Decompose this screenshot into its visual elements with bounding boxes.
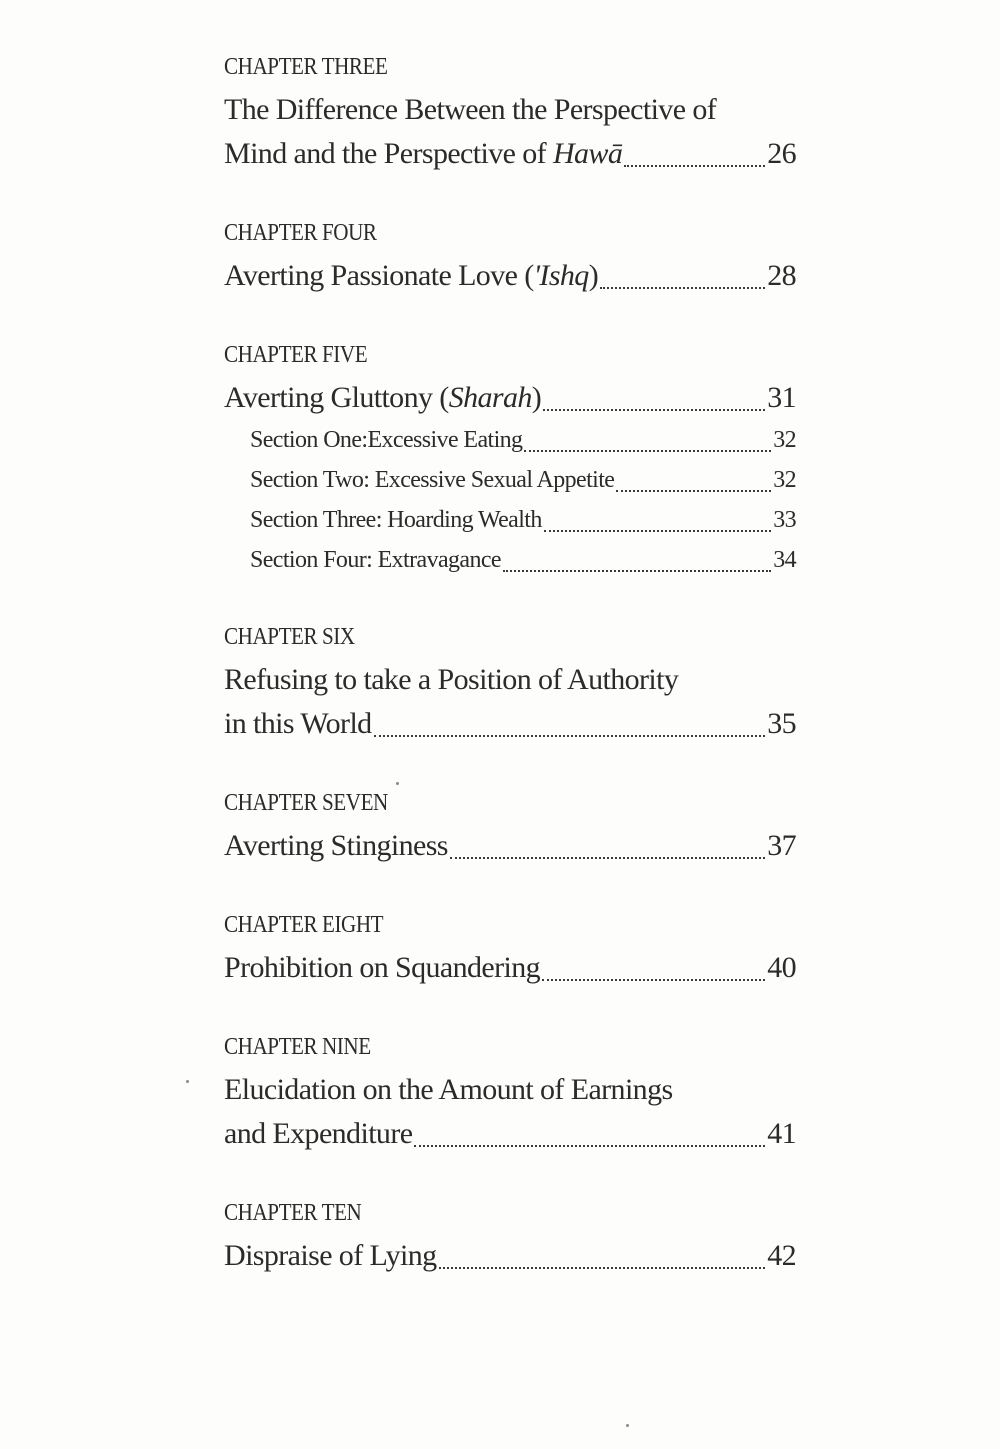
- toc-entry[interactable]: [224, 702, 796, 746]
- chapter-label: CHAPTER THREE: [224, 54, 388, 80]
- chapter-title-line-2: [224, 132, 622, 176]
- chapter-title-italic: 'Ishq: [533, 259, 589, 292]
- chapter-title: [224, 254, 598, 298]
- chapter-title-text: Averting Passionate Love (: [224, 259, 534, 292]
- dot-leader: [616, 490, 771, 492]
- dot-leader: [450, 857, 765, 859]
- chapter-eight: [224, 910, 796, 990]
- chapter-title: Averting Stinginess: [224, 829, 448, 862]
- chapter-ten: [224, 1198, 796, 1278]
- chapter-title-line-1: Elucidation on the Amount of Earnings: [224, 1073, 673, 1106]
- chapter-title-line-2: and Expenditure: [224, 1117, 413, 1150]
- chapter-seven: [224, 788, 796, 868]
- section-title: Section Three: Hoarding Wealth: [250, 507, 542, 533]
- chapter-label: CHAPTER TEN: [224, 1200, 362, 1226]
- dot-leader: [624, 165, 765, 167]
- dot-leader: [524, 450, 771, 452]
- scan-speck: [626, 1424, 629, 1427]
- chapter-nine: [224, 1032, 796, 1156]
- chapter-title-line-2: in this World: [224, 707, 372, 740]
- page-number: 42: [767, 1239, 796, 1272]
- chapter-six: [224, 622, 796, 746]
- chapter-title-italic: Hawā: [552, 137, 623, 170]
- dot-leader: [374, 735, 766, 737]
- chapter-title: Prohibition on Squandering: [224, 951, 541, 984]
- chapter-label: CHAPTER EIGHT: [224, 912, 384, 938]
- chapter-label: CHAPTER SEVEN: [224, 790, 388, 816]
- chapter-title-line-1: The Difference Between the Perspective of: [224, 93, 717, 126]
- page-number: 33: [773, 507, 796, 533]
- page-number: 41: [767, 1117, 796, 1150]
- page-number: 35: [767, 707, 796, 740]
- toc-section-entry[interactable]: [224, 420, 796, 460]
- section-title: Section Two: Excessive Sexual Appetite: [250, 467, 615, 493]
- section-title: Section One:Excessive Eating: [250, 427, 523, 453]
- dot-leader: [543, 409, 765, 411]
- chapter-four: [224, 218, 796, 298]
- chapter-title: Dispraise of Lying: [224, 1239, 437, 1272]
- scan-speck: [186, 1080, 189, 1083]
- toc-section-entry[interactable]: [224, 460, 796, 500]
- chapter-title-text: ): [531, 381, 542, 414]
- toc-entry[interactable]: [224, 132, 796, 176]
- dot-leader: [544, 530, 771, 532]
- chapter-title: [224, 376, 541, 420]
- chapter-five: [224, 340, 796, 580]
- chapter-three: [224, 52, 796, 176]
- section-title: Section Four: Extravagance: [250, 547, 501, 573]
- chapter-title-italic: Sharah: [448, 381, 532, 414]
- toc-entry[interactable]: [224, 376, 796, 420]
- dot-leader: [414, 1145, 765, 1147]
- page-number: 40: [767, 951, 796, 984]
- dot-leader: [503, 570, 771, 572]
- chapter-label: CHAPTER FOUR: [224, 220, 377, 246]
- dot-leader: [600, 287, 765, 289]
- toc-entry[interactable]: [224, 1234, 796, 1278]
- page-number: 31: [767, 381, 796, 414]
- page-number: 37: [767, 829, 796, 862]
- toc-entry[interactable]: [224, 254, 796, 298]
- page-number: 28: [767, 259, 796, 292]
- chapter-label: CHAPTER SIX: [224, 624, 355, 650]
- page-number: 34: [773, 547, 796, 573]
- table-of-contents: [224, 52, 796, 1278]
- chapter-label: CHAPTER FIVE: [224, 342, 368, 368]
- chapter-title-text: Mind and the Perspective of: [224, 137, 553, 170]
- chapter-title-line-1: Refusing to take a Position of Authority: [224, 663, 679, 696]
- chapter-title-text: ): [588, 259, 599, 292]
- toc-entry[interactable]: [224, 824, 796, 868]
- toc-section-entry[interactable]: [224, 500, 796, 540]
- toc-entry[interactable]: [224, 1112, 796, 1156]
- toc-section-entry[interactable]: [224, 540, 796, 580]
- chapter-label: CHAPTER NINE: [224, 1034, 371, 1060]
- page-number: 26: [767, 137, 796, 170]
- dot-leader: [439, 1267, 766, 1269]
- dot-leader: [542, 979, 765, 981]
- page-number: 32: [773, 467, 796, 493]
- toc-entry[interactable]: [224, 946, 796, 990]
- scan-speck: [396, 782, 399, 785]
- chapter-title-text: Averting Gluttony (: [224, 381, 449, 414]
- page-number: 32: [773, 427, 796, 453]
